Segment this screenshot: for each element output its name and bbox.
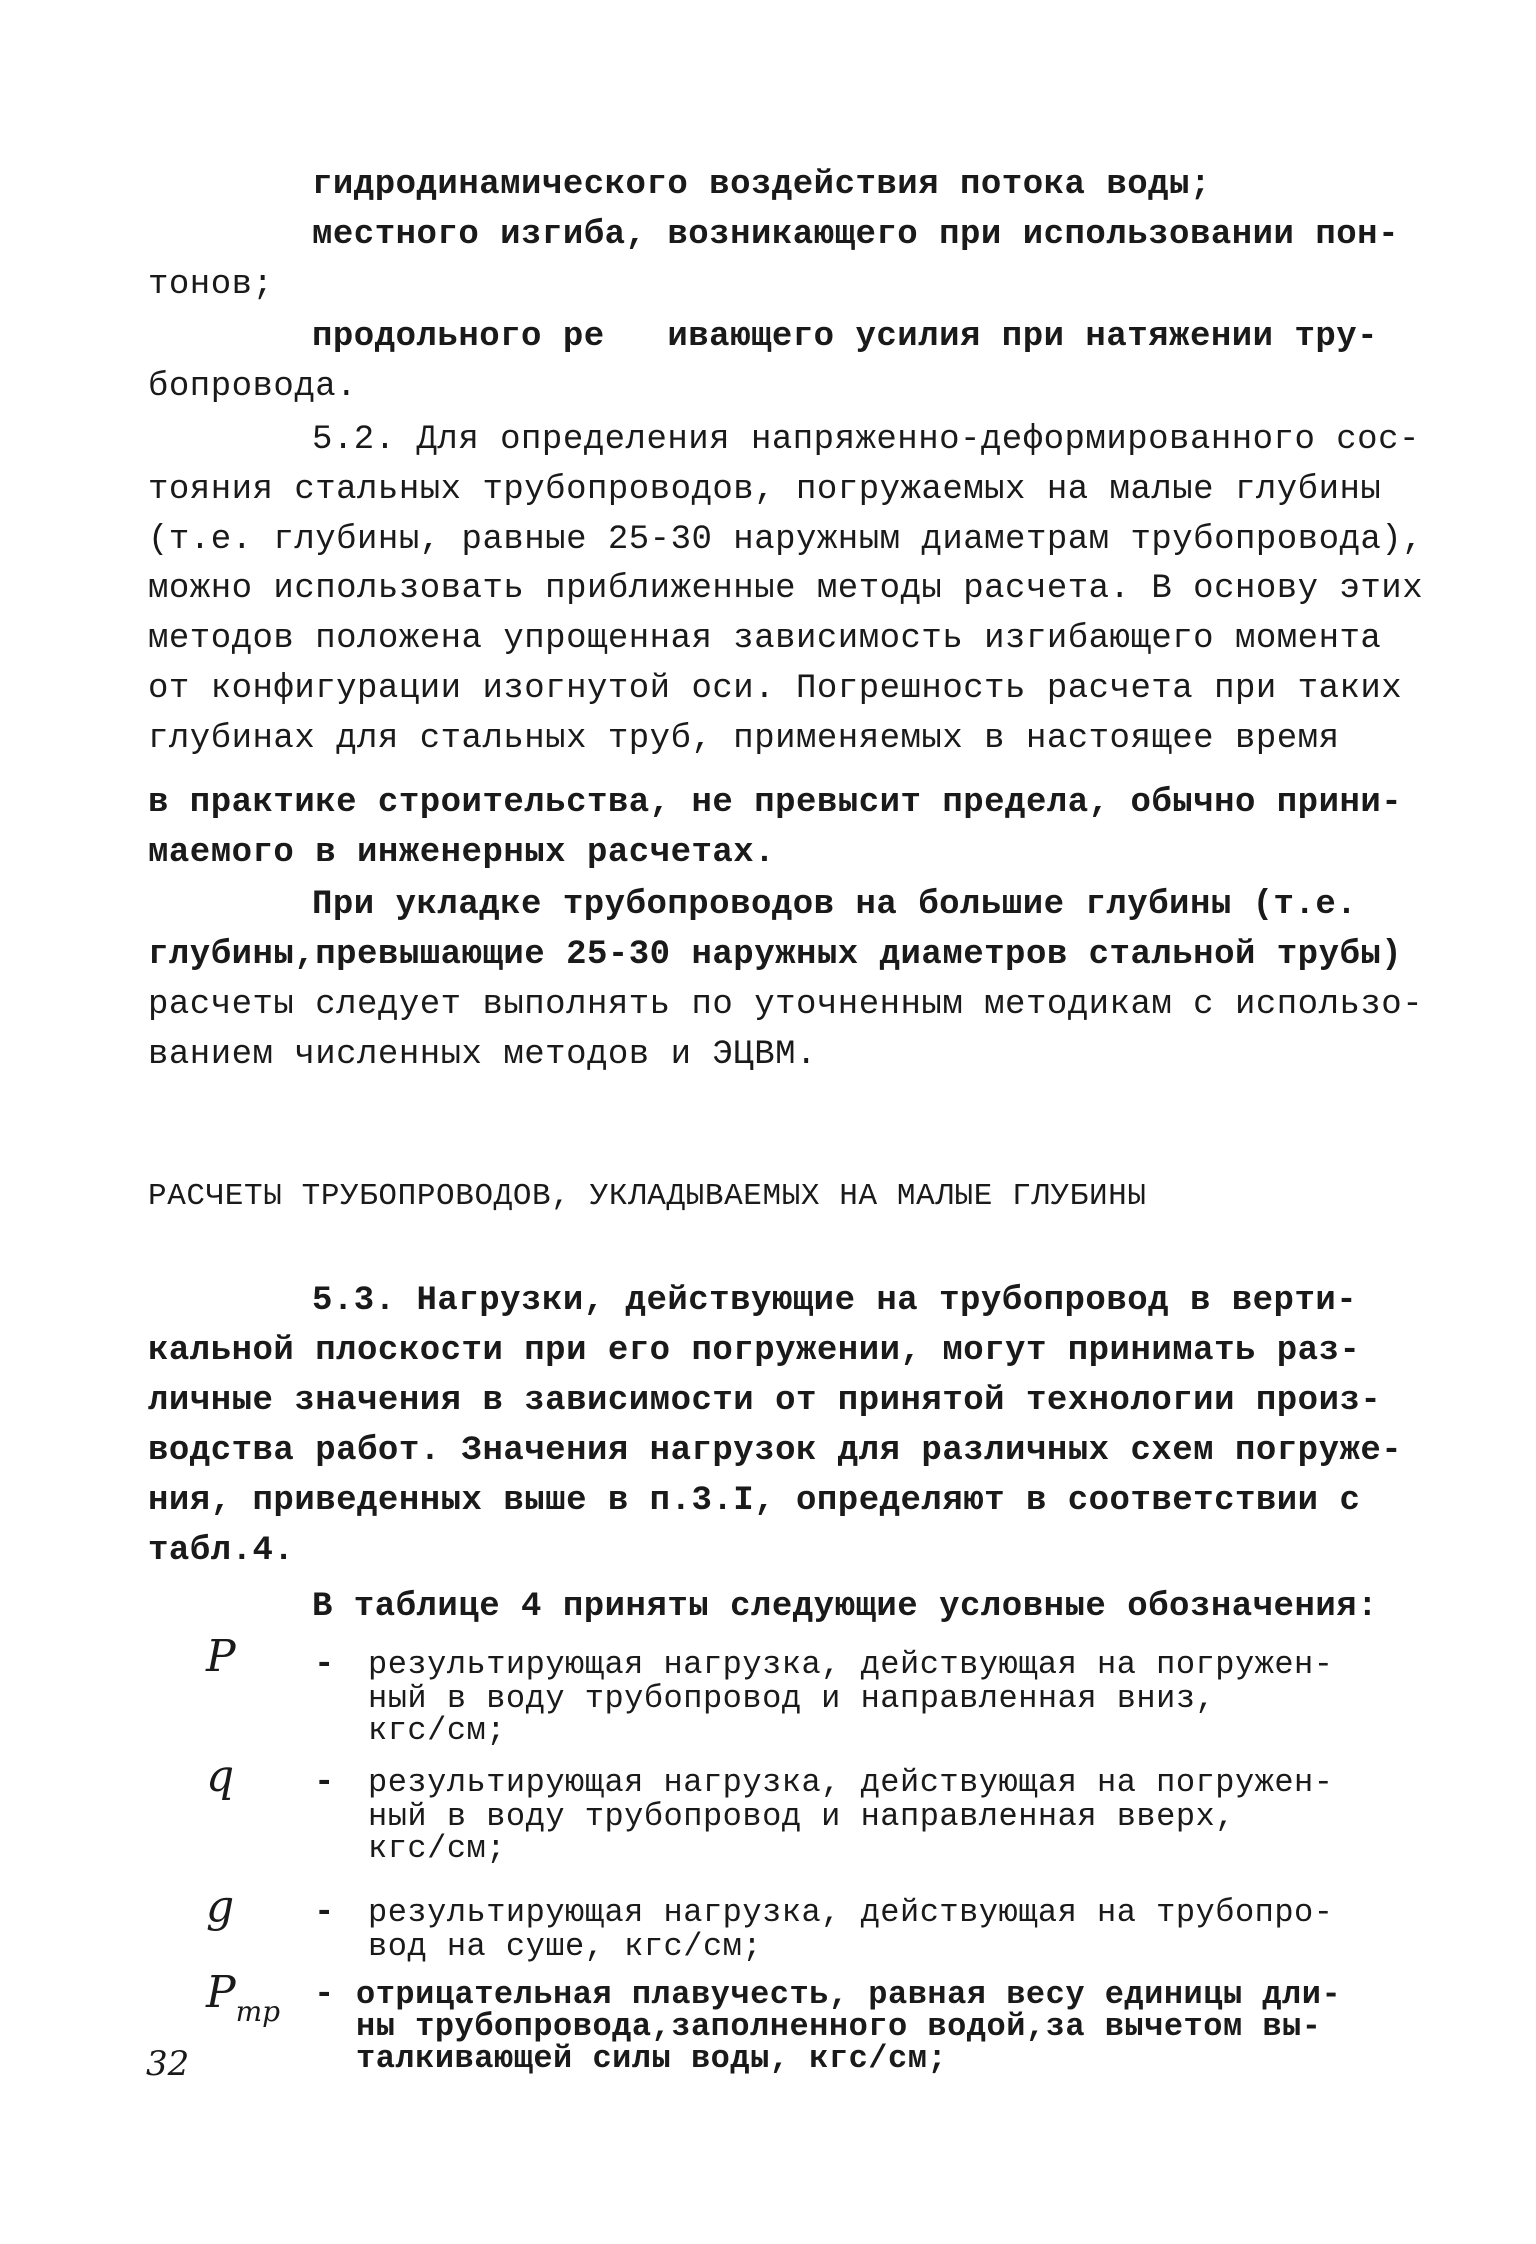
definition-line: кгс/см; [368,1830,506,1867]
text-line: личные значения в зависимости от принятой технологии произ- [148,1382,1382,1420]
definition-line: кгс/см; [368,1712,506,1749]
text-line: глубинах для стальных труб, применяемых в настоящее время [148,720,1340,758]
text-line: При укладке трубопроводов на большие глубины (т.е. [312,886,1358,924]
text-line: тояния стальных трубопроводов, погружаемых на малые глубины [148,471,1382,509]
definition-line: ны трубопровода,заполненного водой,за вычетом вы- [356,2008,1322,2045]
text-line: можно использовать приближенные методы расчета. В основу этих [148,570,1424,608]
text-line: методов положена упрощенная зависимость изгибающего момента [148,620,1382,658]
text-line: глубины,превышающие 25-30 наружных диаметров стальной трубы) [148,936,1403,974]
text-line: водства работ. Значения нагрузок для различных схем погруже- [148,1432,1403,1470]
text-line: (т.е. глубины, равные 25-30 наружным диаметрам трубопровода), [148,521,1424,559]
definition-line: ный в воду трубопровод и направленная вниз, [368,1680,1216,1717]
definition-line: вод на суше, кгс/см; [368,1928,763,1965]
symbol-p: P [206,1631,236,1682]
dash: - [314,1764,335,1802]
text-line: местного изгиба, возникающего при использовании пон- [312,216,1399,254]
text-line: гидродинамического воздействия потока воды; [312,166,1211,204]
definition-line: результирующая нагрузка, действующая на погружен- [368,1646,1334,1683]
section-heading: РАСЧЕТЫ ТРУБОПРОВОДОВ, УКЛАДЫВАЕМЫХ НА МАЛЫЕ ГЛУБИНЫ [148,1179,1147,1214]
symbol-q: q [206,1751,235,1802]
symbol-p-tr: $P_{тр}$ [206,1967,281,2028]
text-line: от конфигурации изогнутой оси. Погрешность расчета при таких [148,670,1403,708]
definition-line: отрицательная плавучесть, равная весу единицы дли- [356,1976,1342,2013]
text-line: расчеты следует выполнять по уточненным методикам с использо- [148,986,1424,1024]
text-line: в практике строительства, не превысит предела, обычно прини- [148,784,1403,822]
text-line: табл.4. [148,1532,295,1570]
text-line: маемого в инженерных расчетах. [148,834,776,872]
text-line: 5.3. Нагрузки, действующие на трубопровод в верти- [312,1282,1358,1320]
text-line: В таблице 4 приняты следующие условные обозначения: [312,1588,1379,1626]
text-line: ния, приведенных выше в п.3.I, определяют в соответствии с [148,1482,1361,1520]
definition-line: результирующая нагрузка, действующая на трубопро- [368,1894,1334,1931]
text-line: бопровода. [148,368,358,406]
definition-line: ный в воду трубопровод и направленная вверх, [368,1798,1235,1835]
definition-line: результирующая нагрузка, действующая на погружен- [368,1764,1334,1801]
text-line: 5.2. Для определения напряженно-деформированного сос- [312,421,1420,459]
text-line: ванием численных методов и ЭЦВМ. [148,1036,817,1074]
text-line: продольного ре ивающего усилия при натяжении тру- [312,318,1379,356]
text-line: кальной плоскости при его погружении, могут принимать раз- [148,1332,1361,1370]
dash: - [314,1894,335,1932]
dash: - [314,1976,335,2014]
page-number: 32 [146,2044,190,2084]
dash: - [314,1646,335,1684]
definition-line: талкивающей силы воды, кгс/см; [356,2040,948,2077]
symbol-g: g [206,1881,235,1932]
text-line: тонов; [148,266,274,304]
